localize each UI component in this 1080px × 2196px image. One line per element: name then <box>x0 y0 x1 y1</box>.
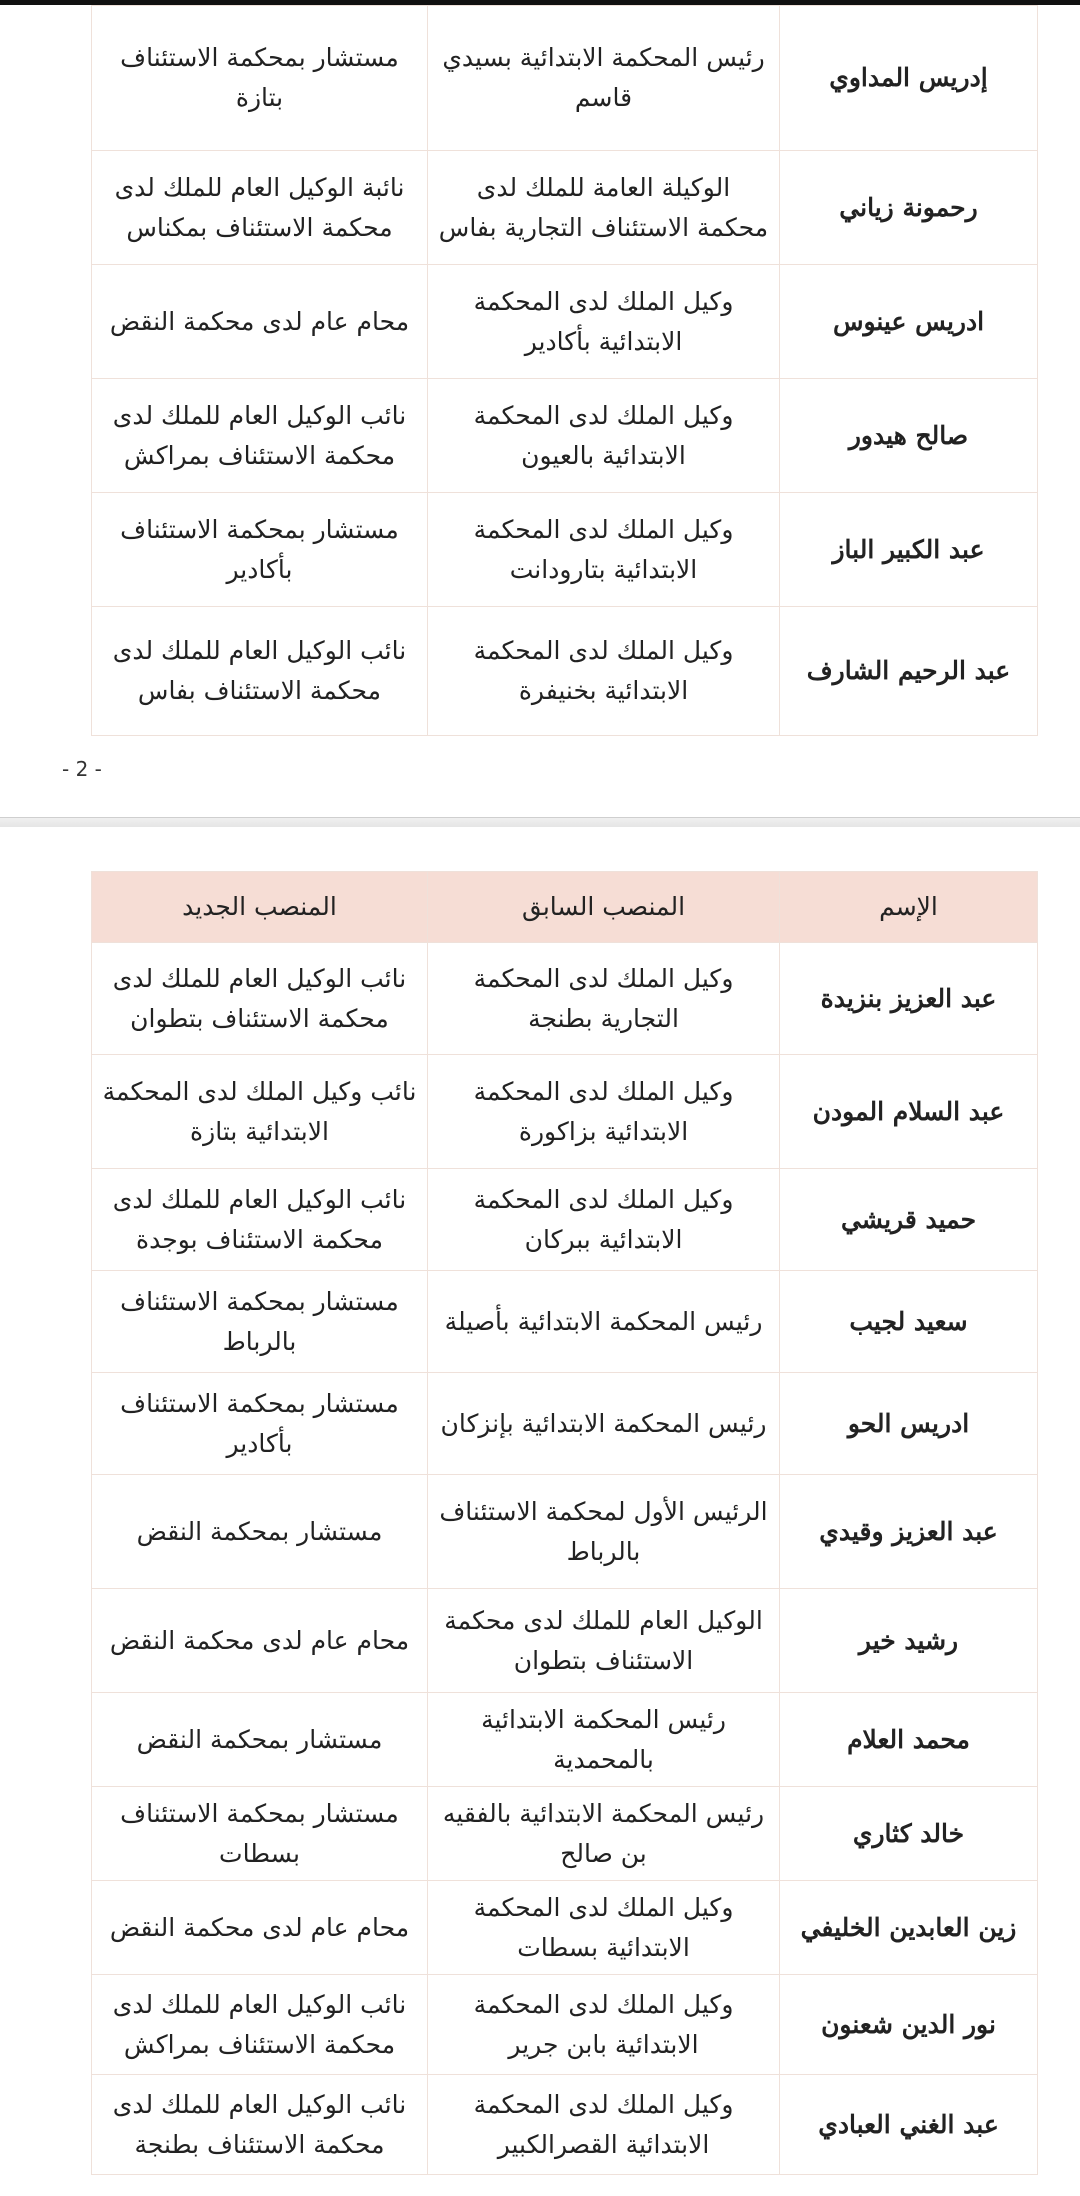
document-page-3 <box>0 827 1080 2196</box>
appointments-table-continued <box>91 5 1038 736</box>
table-row <box>92 265 1038 379</box>
person-name: محمد العلام <box>780 1693 1038 1787</box>
new-position: محام عام لدى محكمة النقض <box>92 1589 428 1693</box>
new-position: محام عام لدى محكمة النقض <box>92 1881 428 1975</box>
person-name: حميد قريشي <box>780 1169 1038 1271</box>
table-row <box>92 1787 1038 1881</box>
previous-position: وكيل الملك لدى المحكمة الابتدائية بتارودانت <box>428 493 780 607</box>
table-row <box>92 2075 1038 2175</box>
person-name: عبد العزيز وقيدي <box>780 1475 1038 1589</box>
previous-position: وكيل الملك لدى المحكمة الابتدائية بخنيفرة <box>428 607 780 736</box>
previous-position: رئيس المحكمة الابتدائية بسيدي قاسم <box>428 6 780 151</box>
previous-position: رئيس المحكمة الابتدائية بإنزكان <box>428 1373 780 1475</box>
table-row <box>92 151 1038 265</box>
new-position: نائب الوكيل العام للملك لدى محكمة الاستئناف بتطوان <box>92 943 428 1055</box>
previous-position: وكيل الملك لدى المحكمة الابتدائية ببركان <box>428 1169 780 1271</box>
previous-position: رئيس المحكمة الابتدائية بالمحمدية <box>428 1693 780 1787</box>
person-name: زين العابدين الخليفي <box>780 1881 1038 1975</box>
table-row <box>92 1475 1038 1589</box>
previous-position: وكيل الملك لدى المحكمة الابتدائية بزاكورة <box>428 1055 780 1169</box>
table-row <box>92 1589 1038 1693</box>
person-name: عبد العزيز بنزيدة <box>780 943 1038 1055</box>
page-number: - 2 - <box>62 757 102 781</box>
person-name: خالد كثاري <box>780 1787 1038 1881</box>
new-position: محام عام لدى محكمة النقض <box>92 265 428 379</box>
person-name: رشيد خير <box>780 1589 1038 1693</box>
table-row <box>92 1271 1038 1373</box>
table-row <box>92 1373 1038 1475</box>
appointments-table <box>91 871 1038 2175</box>
new-position: نائب الوكيل العام للملك لدى محكمة الاستئناف بطنجة <box>92 2075 428 2175</box>
previous-position: الوكيلة العامة للملك لدى محكمة الاستئناف التجارية بفاس <box>428 151 780 265</box>
new-position: نائب وكيل الملك لدى المحكمة الابتدائية بتازة <box>92 1055 428 1169</box>
new-position: نائبة الوكيل العام للملك لدى محكمة الاستئناف بمكناس <box>92 151 428 265</box>
new-position: مستشار بمحكمة الاستئناف بالرباط <box>92 1271 428 1373</box>
previous-position: وكيل الملك لدى المحكمة التجارية بطنجة <box>428 943 780 1055</box>
table-row <box>92 1693 1038 1787</box>
table-row <box>92 1881 1038 1975</box>
table-header-row <box>92 872 1038 943</box>
table-row <box>92 1055 1038 1169</box>
new-position: مستشار بمحكمة الاستئناف بأكادير <box>92 493 428 607</box>
header-previous-position: المنصب السابق <box>428 872 780 943</box>
previous-position: الرئيس الأول لمحكمة الاستئناف بالرباط <box>428 1475 780 1589</box>
previous-position: الوكيل العام للملك لدى محكمة الاستئناف بتطوان <box>428 1589 780 1693</box>
previous-position: رئيس المحكمة الابتدائية بالفقيه بن صالح <box>428 1787 780 1881</box>
previous-position: وكيل الملك لدى المحكمة الابتدائية بأكادير <box>428 265 780 379</box>
table-row <box>92 379 1038 493</box>
table-row <box>92 493 1038 607</box>
person-name: إدريس المداوي <box>780 6 1038 151</box>
person-name: نور الدين شعنون <box>780 1975 1038 2075</box>
person-name: ادريس عينوس <box>780 265 1038 379</box>
new-position: نائب الوكيل العام للملك لدى محكمة الاستئناف بفاس <box>92 607 428 736</box>
new-position: مستشار بمحكمة الاستئناف بتازة <box>92 6 428 151</box>
new-position: نائب الوكيل العام للملك لدى محكمة الاستئناف بمراكش <box>92 1975 428 2075</box>
new-position: مستشار بمحكمة الاستئناف بسطات <box>92 1787 428 1881</box>
header-new-position: المنصب الجديد <box>92 872 428 943</box>
table-row <box>92 1169 1038 1271</box>
new-position: مستشار بمحكمة النقض <box>92 1693 428 1787</box>
person-name: عبد السلام المودن <box>780 1055 1038 1169</box>
document-page-2 <box>0 5 1080 817</box>
new-position: نائب الوكيل العام للملك لدى محكمة الاستئناف بوجدة <box>92 1169 428 1271</box>
previous-position: وكيل الملك لدى المحكمة الابتدائية بالعيون <box>428 379 780 493</box>
person-name: عبد الغني العبادي <box>780 2075 1038 2175</box>
new-position: نائب الوكيل العام للملك لدى محكمة الاستئناف بمراكش <box>92 379 428 493</box>
table-row <box>92 607 1038 736</box>
new-position: مستشار بمحكمة الاستئناف بأكادير <box>92 1373 428 1475</box>
person-name: ادريس الحو <box>780 1373 1038 1475</box>
table-row <box>92 943 1038 1055</box>
previous-position: وكيل الملك لدى المحكمة الابتدائية بسطات <box>428 1881 780 1975</box>
person-name: سعيد لجيب <box>780 1271 1038 1373</box>
person-name: عبد الكبير الباز <box>780 493 1038 607</box>
previous-position: وكيل الملك لدى المحكمة الابتدائية القصرالكبير <box>428 2075 780 2175</box>
previous-position: وكيل الملك لدى المحكمة الابتدائية بابن جرير <box>428 1975 780 2075</box>
table-row <box>92 6 1038 151</box>
table-row <box>92 1975 1038 2075</box>
previous-position: رئيس المحكمة الابتدائية بأصيلة <box>428 1271 780 1373</box>
person-name: رحمونة زياني <box>780 151 1038 265</box>
new-position: مستشار بمحكمة النقض <box>92 1475 428 1589</box>
header-name: الإسم <box>780 872 1038 943</box>
person-name: صالح هيدور <box>780 379 1038 493</box>
person-name: عبد الرحيم الشارف <box>780 607 1038 736</box>
